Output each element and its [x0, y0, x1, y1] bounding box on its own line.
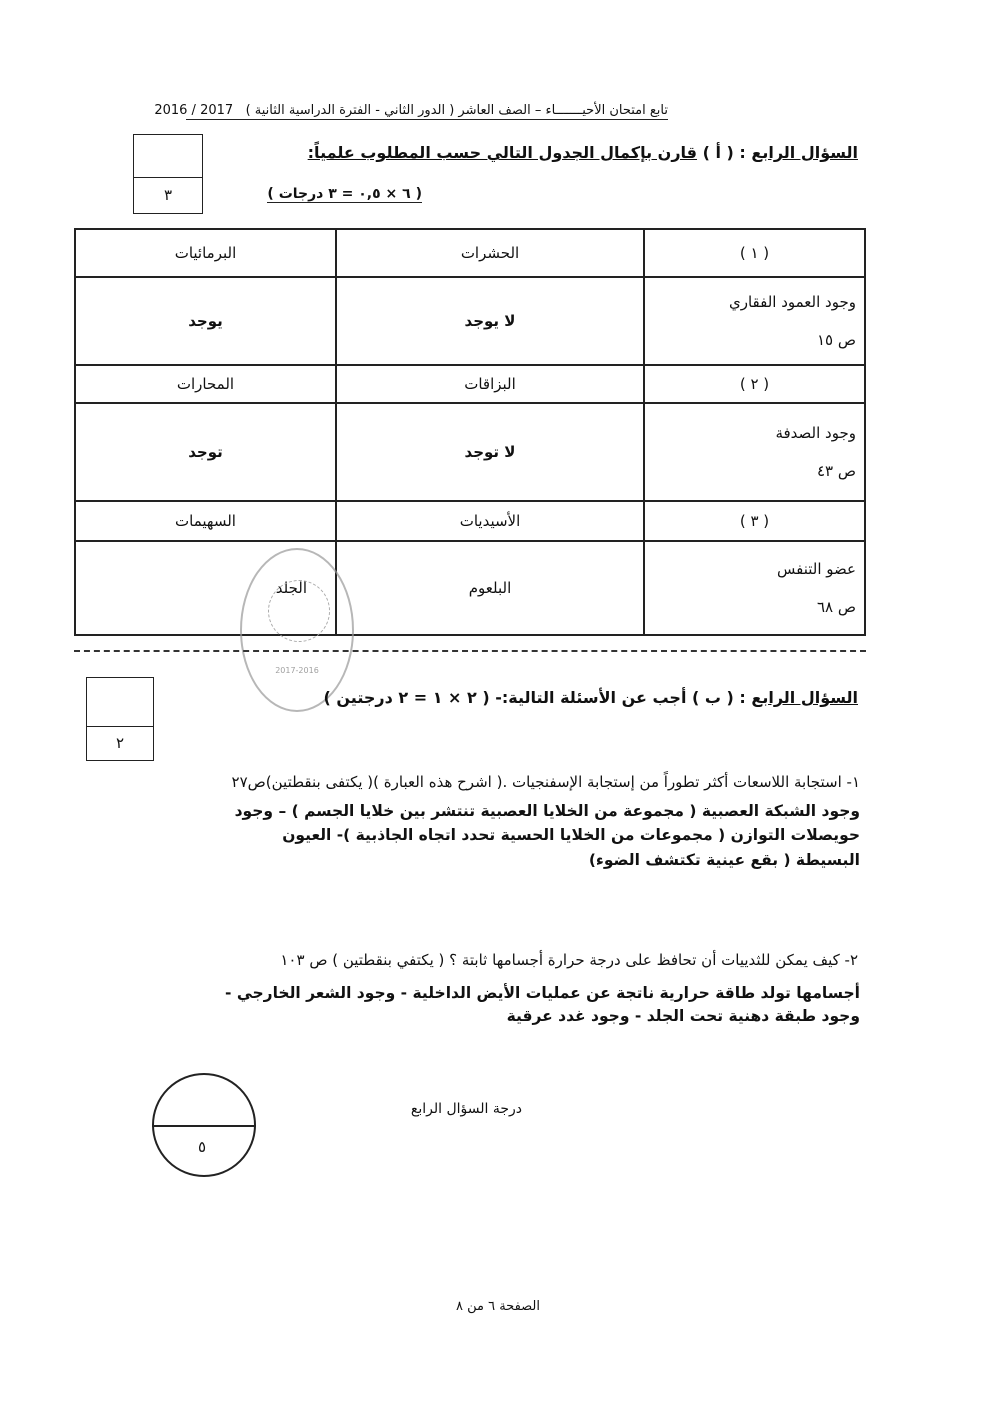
table-cell-right: الجلد	[75, 541, 336, 635]
total-score-label: درجة السؤال الرابع	[410, 1101, 522, 1117]
table-cell-right: يوجد	[75, 277, 336, 365]
table-row	[75, 277, 865, 365]
section-divider	[74, 650, 866, 652]
table-row	[75, 403, 865, 501]
table-cell-ref: ( ١ )	[644, 229, 865, 277]
table-ref-label: وجود العمود الفقاري	[728, 293, 856, 311]
table-cell-ref: ( ٣ )	[644, 501, 865, 541]
table-ref-page: ص ١٥	[816, 331, 856, 349]
total-score-divider	[152, 1125, 256, 1127]
part-b-score-box	[86, 677, 154, 761]
table-ref-label: وجود الصدفة	[775, 424, 856, 442]
part-a-score-box	[133, 134, 203, 214]
table-cell-right: المحارات	[75, 365, 336, 403]
exam-header	[154, 103, 668, 118]
table-cell-right: توجد	[75, 403, 336, 501]
total-score-value: ٥	[197, 1138, 207, 1156]
table-row	[75, 501, 865, 541]
comparison-table	[74, 228, 866, 636]
part-b-title	[324, 688, 859, 707]
exam-header-title: تابع امتحان الأحيـــــــاء – الصف العاشر ( الدور الثاني - الفترة الدراسية الثانية )	[245, 103, 668, 118]
q2-answer-line-2: وجود طبقة دهنية تحت الجلد - وجود غدد عرقية	[506, 1007, 860, 1025]
page-number: الصفحة ٦ من ٨	[455, 1299, 540, 1314]
table-row	[75, 541, 865, 635]
table-cell-mid: لا يوجد	[336, 277, 644, 365]
table-cell-mid: لا توجد	[336, 403, 644, 501]
table-ref-label: عضو التنفس	[777, 560, 856, 578]
q1-answer-line-2: حويصلات التوازن ( مجموعات من الخلايا الحسية تحدد اتجاه الجاذبية )- العيون	[282, 826, 860, 844]
table-cell-mid: البلعوم	[336, 541, 644, 635]
q2-answer-line-1: أجسامها تولد طاقة حرارية ناتجة عن عمليات الأيض الداخلية - وجود الشعر الخارجي -	[224, 984, 860, 1002]
table-cell-ref	[644, 277, 865, 365]
part-b-score-value: ٢	[87, 726, 153, 759]
q1-answer-line-1: وجود الشبكة العصبية ( مجموعة من الخلايا العصبية تنتشر بين خلايا الجسم ) – وجود	[234, 802, 860, 820]
table-cell-ref	[644, 541, 865, 635]
exam-header-year: 2017 / 2016	[154, 103, 234, 118]
part-a-label: السؤال الرابع	[751, 143, 858, 162]
table-ref-page: ص ٦٨	[816, 598, 856, 616]
table-cell-ref	[644, 403, 865, 501]
stamp-year: 2017-2016	[275, 666, 319, 675]
table-cell-mid: البزاقات	[336, 365, 644, 403]
table-row	[75, 365, 865, 403]
part-b-letter: : ( ب )	[692, 688, 746, 707]
table-cell-right: البرمائيات	[75, 229, 336, 277]
table-cell-mid: الأسيديات	[336, 501, 644, 541]
q1-answer-line-3: البسيطة ( بقع عينية تكتشف الضوء)	[588, 851, 860, 869]
part-a-instruction: قارن بإكمال الجدول التالي حسب المطلوب علمياً:	[307, 143, 698, 162]
part-a-title	[308, 143, 858, 162]
table-row	[75, 229, 865, 277]
part-a-score-value: ٣	[134, 177, 202, 212]
table-cell-right: السهيمات	[75, 501, 336, 541]
q2-question: ٢- كيف يمكن للثدييات أن تحافظ على درجة حرارة أجسامها ثابتة ؟ ( يكتفي بنقطتين ) ص ١٠٣	[280, 951, 858, 969]
part-a-letter: : ( أ )	[702, 143, 746, 162]
part-a-marks: ( ٦ × ٠,٥ = ٣ درجات )	[267, 186, 422, 202]
q1-question: ١- استجابة اللاسعات أكثر تطوراً من إستجابة الإسفنجيات .( اشرح هذه العبارة )( يكتفى بنقطتين)ص٢٧	[231, 773, 860, 791]
header-underline	[186, 119, 668, 120]
part-b-instruction: أجب عن الأسئلة التالية:- ( ٢ × ١ = ٢ درجتين )	[323, 688, 687, 707]
table-cell-mid: الحشرات	[336, 229, 644, 277]
table-cell-ref: ( ٢ )	[644, 365, 865, 403]
part-b-label: السؤال الرابع	[751, 688, 858, 707]
stamp-emblem	[268, 580, 330, 642]
table-ref-page: ص ٤٣	[816, 462, 856, 480]
